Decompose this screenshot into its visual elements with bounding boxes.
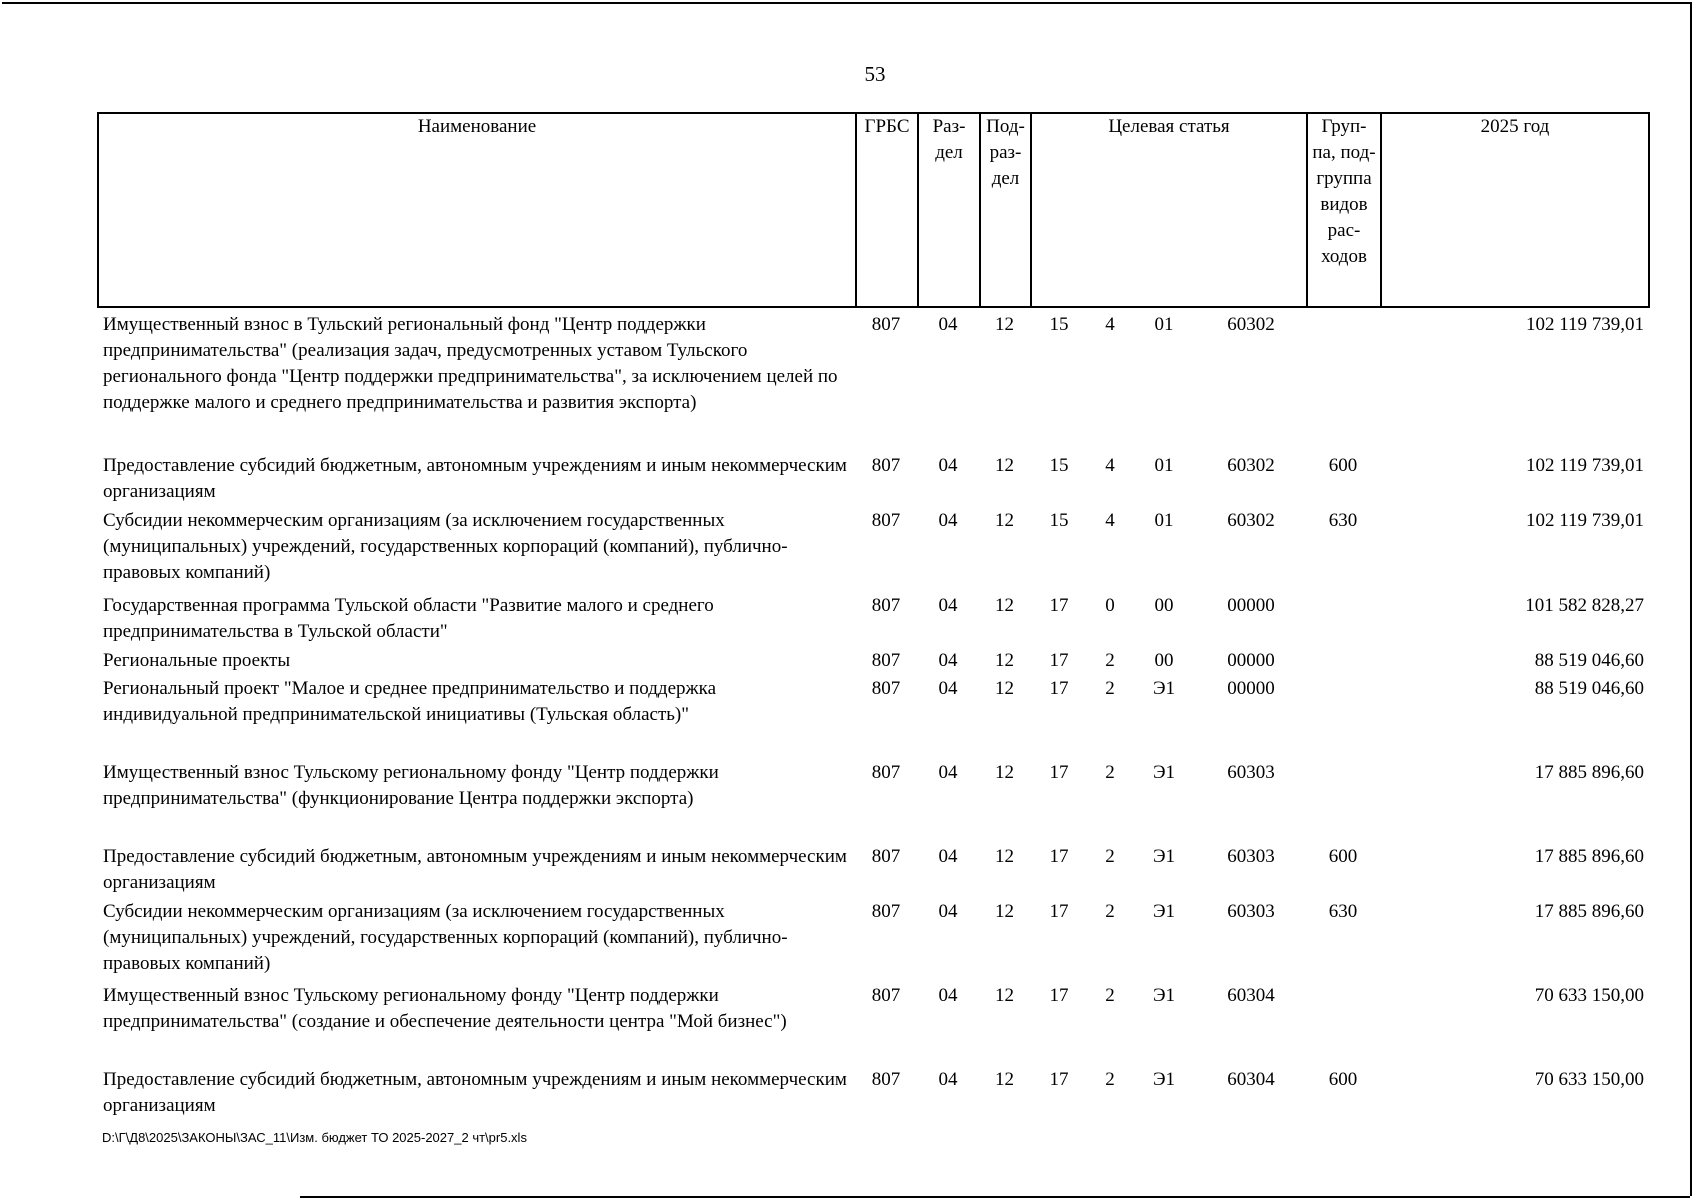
row-amount-2025: 88 519 046,60 bbox=[1534, 678, 1644, 699]
row-name: Субсидии некоммерческим организациям (за исключением государственных (муниципальных) учреждений, государственных корпораций (компаний), публично-правовых компаний) bbox=[103, 510, 788, 583]
table-row bbox=[97, 648, 1648, 676]
row-razdel: 04 bbox=[938, 510, 958, 531]
row-target-subprogram: 0 bbox=[1105, 595, 1115, 616]
row-target-subprogram: 2 bbox=[1105, 1069, 1115, 1090]
header-target: Целевая статья bbox=[1031, 113, 1307, 307]
row-expense-group: 630 bbox=[1328, 901, 1358, 922]
row-grbs: 807 bbox=[871, 455, 901, 476]
row-podrazdel: 12 bbox=[995, 846, 1014, 867]
row-target-program: 17 bbox=[1049, 1069, 1069, 1090]
row-razdel: 04 bbox=[938, 455, 958, 476]
row-razdel: 04 bbox=[938, 595, 958, 616]
row-target-code: 60302 bbox=[1227, 314, 1275, 335]
row-podrazdel: 12 bbox=[995, 314, 1014, 335]
row-target-program: 17 bbox=[1049, 595, 1069, 616]
row-target-code: 60302 bbox=[1227, 455, 1275, 476]
header-podrazdel: Под-раз-дел bbox=[980, 113, 1031, 307]
row-grbs: 807 bbox=[871, 985, 901, 1006]
row-expense-group bbox=[1306, 983, 1380, 1067]
table-row bbox=[97, 899, 1648, 983]
table-row bbox=[97, 508, 1648, 593]
row-podrazdel: 12 bbox=[995, 901, 1014, 922]
row-razdel: 04 bbox=[938, 985, 958, 1006]
row-name: Имущественный взнос в Тульский региональный фонд "Центр поддержки предпринимательства" (реализация задач, предусмотренных уставом Тульского регионального фонда "Центр поддержки предпринимательства", за исключением целей по поддержке малого и среднего предпринимательства и развития экспорта) bbox=[103, 314, 838, 413]
row-target-subprogram: 2 bbox=[1105, 762, 1115, 783]
row-grbs: 807 bbox=[871, 762, 901, 783]
row-name: Государственная программа Тульской области "Развитие малого и среднего предпринимательства в Тульской области" bbox=[103, 595, 714, 642]
table-header bbox=[97, 112, 1650, 308]
row-expense-group bbox=[1306, 760, 1380, 844]
row-target-direction: Э1 bbox=[1152, 762, 1176, 783]
row-podrazdel: 12 bbox=[995, 678, 1014, 699]
row-podrazdel: 12 bbox=[995, 455, 1014, 476]
row-target-subprogram: 2 bbox=[1105, 985, 1115, 1006]
row-target-direction: 01 bbox=[1154, 314, 1174, 335]
row-grbs: 807 bbox=[871, 510, 901, 531]
row-target-direction: 01 bbox=[1154, 455, 1174, 476]
row-target-subprogram: 4 bbox=[1105, 455, 1115, 476]
row-expense-group bbox=[1306, 593, 1380, 648]
row-target-code: 60304 bbox=[1227, 1069, 1275, 1090]
header-grbs: ГРБС bbox=[856, 113, 918, 307]
row-grbs: 807 bbox=[871, 901, 901, 922]
row-name: Имущественный взнос Тульскому региональному фонду "Центр поддержки предпринимательства" (функционирование Центра поддержки экспорта) bbox=[103, 762, 719, 809]
row-grbs: 807 bbox=[871, 846, 901, 867]
header-name: Наименование bbox=[98, 113, 856, 307]
row-target-program: 17 bbox=[1049, 762, 1069, 783]
row-razdel: 04 bbox=[938, 762, 958, 783]
row-target-subprogram: 2 bbox=[1105, 901, 1115, 922]
budget-table bbox=[97, 312, 1648, 1119]
table-row bbox=[97, 760, 1648, 844]
row-expense-group bbox=[1306, 312, 1380, 453]
row-razdel: 04 bbox=[938, 650, 958, 671]
row-target-direction: 00 bbox=[1154, 650, 1174, 671]
row-podrazdel: 12 bbox=[995, 510, 1014, 531]
row-amount-2025: 17 885 896,60 bbox=[1534, 846, 1644, 867]
row-podrazdel: 12 bbox=[995, 650, 1014, 671]
table-row bbox=[97, 593, 1648, 648]
row-target-direction: Э1 bbox=[1152, 846, 1176, 867]
table-row bbox=[97, 844, 1648, 899]
row-target-code: 60303 bbox=[1227, 901, 1275, 922]
table-row bbox=[97, 676, 1648, 760]
row-target-code: 60304 bbox=[1227, 985, 1275, 1006]
row-expense-group bbox=[1306, 676, 1380, 760]
row-target-program: 17 bbox=[1049, 678, 1069, 699]
table-row bbox=[97, 453, 1648, 508]
row-razdel: 04 bbox=[938, 846, 958, 867]
row-name: Предоставление субсидий бюджетным, автономным учреждениям и иным некоммерческим организациям bbox=[103, 1069, 847, 1116]
row-target-code: 60303 bbox=[1227, 846, 1275, 867]
row-target-subprogram: 4 bbox=[1105, 510, 1115, 531]
row-razdel: 04 bbox=[938, 1069, 958, 1090]
row-target-program: 15 bbox=[1049, 455, 1069, 476]
row-target-code: 00000 bbox=[1227, 595, 1275, 616]
row-amount-2025: 102 119 739,01 bbox=[1525, 510, 1644, 531]
row-target-code: 60303 bbox=[1227, 762, 1275, 783]
row-amount-2025: 17 885 896,60 bbox=[1534, 901, 1644, 922]
header-razdel: Раз-дел bbox=[918, 113, 980, 307]
row-target-program: 17 bbox=[1049, 650, 1069, 671]
row-target-code: 00000 bbox=[1227, 678, 1275, 699]
row-target-direction: Э1 bbox=[1152, 678, 1176, 699]
row-name: Региональные проекты bbox=[103, 650, 291, 671]
page-number: 53 bbox=[864, 62, 886, 86]
row-razdel: 04 bbox=[938, 901, 958, 922]
row-razdel: 04 bbox=[938, 314, 958, 335]
row-podrazdel: 12 bbox=[995, 762, 1014, 783]
table-row bbox=[97, 1067, 1648, 1119]
row-grbs: 807 bbox=[871, 314, 901, 335]
row-expense-group: 600 bbox=[1328, 1069, 1358, 1090]
row-name: Имущественный взнос Тульскому региональному фонду "Центр поддержки предпринимательства" (создание и обеспечение деятельности центра "Мой бизнес") bbox=[103, 985, 787, 1032]
row-amount-2025: 88 519 046,60 bbox=[1534, 650, 1644, 671]
row-target-program: 17 bbox=[1049, 846, 1069, 867]
row-target-direction: Э1 bbox=[1152, 1069, 1176, 1090]
table-row bbox=[97, 983, 1648, 1067]
row-target-code: 00000 bbox=[1227, 650, 1275, 671]
bottom-rule bbox=[300, 1196, 1690, 1198]
row-target-direction: 00 bbox=[1154, 595, 1174, 616]
row-grbs: 807 bbox=[871, 650, 901, 671]
row-razdel: 04 bbox=[938, 678, 958, 699]
footer-file-path: D:\Г\Д8\2025\ЗАКОНЫ\ЗАС_11\Изм. бюджет ТО 2025-2027_2 чт\pr5.xls bbox=[102, 1130, 527, 1145]
row-amount-2025: 70 633 150,00 bbox=[1534, 1069, 1644, 1090]
row-expense-group: 600 bbox=[1328, 846, 1358, 867]
row-target-subprogram: 2 bbox=[1105, 846, 1115, 867]
row-target-subprogram: 4 bbox=[1105, 314, 1115, 335]
table-row bbox=[97, 312, 1648, 453]
row-amount-2025: 102 119 739,01 bbox=[1525, 455, 1644, 476]
row-target-program: 15 bbox=[1049, 510, 1069, 531]
row-name: Субсидии некоммерческим организациям (за исключением государственных (муниципальных) учреждений, государственных корпораций (компаний), публично-правовых компаний) bbox=[103, 901, 788, 974]
row-expense-group: 630 bbox=[1328, 510, 1358, 531]
header-year: 2025 год bbox=[1381, 113, 1649, 307]
row-target-program: 15 bbox=[1049, 314, 1069, 335]
row-name: Региональный проект "Малое и среднее предпринимательство и поддержка индивидуальной предпринимательской инициативы (Тульская область)" bbox=[103, 678, 717, 725]
row-podrazdel: 12 bbox=[995, 985, 1014, 1006]
row-target-program: 17 bbox=[1049, 985, 1069, 1006]
row-amount-2025: 101 582 828,27 bbox=[1525, 595, 1644, 616]
row-target-direction: 01 bbox=[1154, 510, 1174, 531]
row-expense-group: 600 bbox=[1328, 455, 1358, 476]
header-group: Груп-па, под-группа видов рас-ходов bbox=[1307, 113, 1381, 307]
row-expense-group bbox=[1306, 648, 1380, 676]
row-name: Предоставление субсидий бюджетным, автономным учреждениям и иным некоммерческим организациям bbox=[103, 846, 847, 893]
row-grbs: 807 bbox=[871, 678, 901, 699]
row-podrazdel: 12 bbox=[995, 1069, 1014, 1090]
row-target-subprogram: 2 bbox=[1105, 650, 1115, 671]
row-amount-2025: 70 633 150,00 bbox=[1534, 985, 1644, 1006]
row-amount-2025: 102 119 739,01 bbox=[1525, 314, 1644, 335]
row-target-direction: Э1 bbox=[1152, 985, 1176, 1006]
row-name: Предоставление субсидий бюджетным, автономным учреждениям и иным некоммерческим организациям bbox=[103, 455, 847, 502]
row-amount-2025: 17 885 896,60 bbox=[1534, 762, 1644, 783]
row-target-code: 60302 bbox=[1227, 510, 1275, 531]
row-target-direction: Э1 bbox=[1152, 901, 1176, 922]
row-grbs: 807 bbox=[871, 595, 901, 616]
row-podrazdel: 12 bbox=[995, 595, 1014, 616]
row-target-subprogram: 2 bbox=[1105, 678, 1115, 699]
row-grbs: 807 bbox=[871, 1069, 901, 1090]
row-target-program: 17 bbox=[1049, 901, 1069, 922]
